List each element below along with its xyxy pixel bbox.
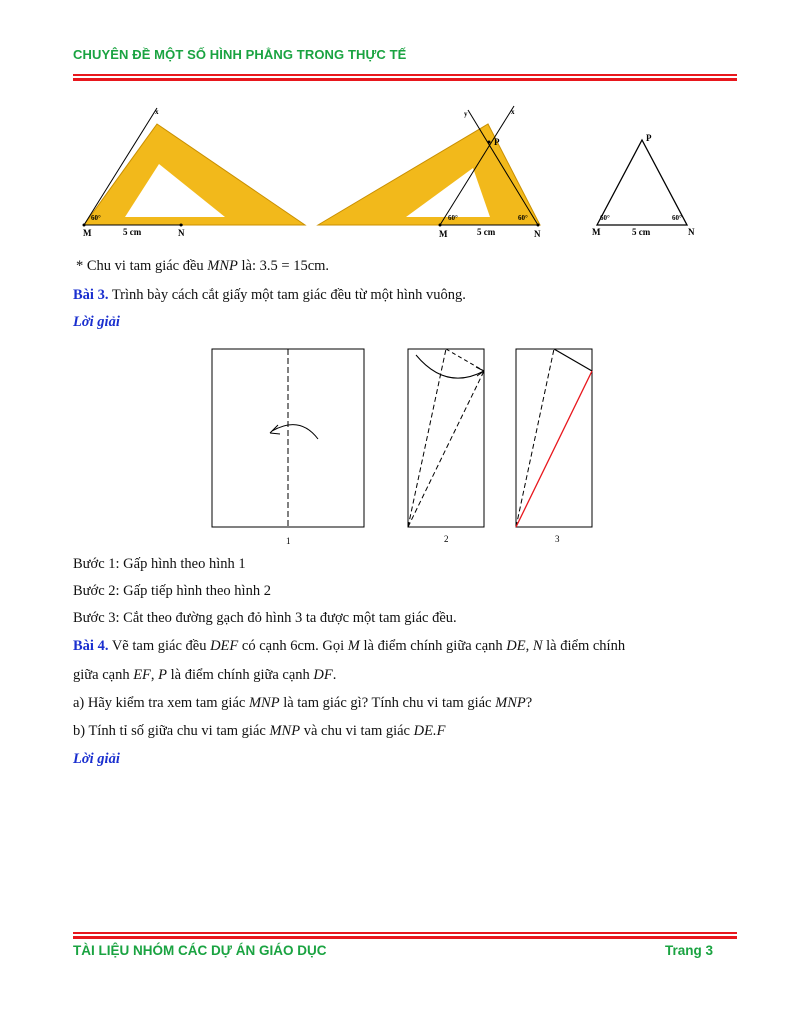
vertex-label-n: N [178, 228, 185, 238]
bai4-line-1: Bài 4. Vẽ tam giác đều DEF có cạnh 6cm. Gọi M là điểm chính giữa cạnh DE, N là điểm chính [73, 638, 626, 654]
distance-label: 5 cm [123, 227, 142, 237]
paper-folding-figure [210, 347, 600, 547]
set-square-figure-1 [75, 100, 305, 240]
solution-heading: Lời giải [73, 314, 120, 330]
vertex-label-m: M [592, 227, 601, 237]
footer-rule-thin [73, 932, 737, 934]
set-square-figure-2 [318, 100, 548, 240]
equilateral-triangle-figure [590, 125, 700, 240]
step-1: Bước 1: Gấp hình theo hình 1 [73, 556, 246, 572]
angle-label: 60° [91, 214, 101, 222]
vertex-label-m: M [83, 228, 92, 238]
footer-left-text: TÀI LIỆU NHÓM CÁC DỰ ÁN GIÁO DỤC [73, 943, 327, 958]
distance-label: 5 cm [477, 227, 496, 237]
exercise-label: Bài 4. [73, 638, 109, 654]
bai3-line: Bài 3. Trình bày cách cắt giấy một tam giác đều từ một hình vuông. [73, 287, 466, 303]
figure-number-3: 3 [555, 534, 560, 544]
ray-label-x: x [511, 108, 515, 116]
header-rule-thin [73, 74, 737, 76]
angle-label-right: 60° [672, 214, 682, 222]
vertex-label-p: P [494, 137, 500, 147]
figure-number-1: 1 [286, 536, 291, 546]
bai4-line-2: giữa cạnh EF, P là điểm chính giữa cạnh DF. [73, 667, 337, 683]
vertex-label-n: N [688, 227, 695, 237]
step-3: Bước 3: Cắt theo đường gạch đỏ hình 3 ta được một tam giác đều. [73, 610, 457, 626]
angle-label-left: 60° [448, 214, 458, 222]
vertex-label-n: N [534, 229, 541, 239]
page-header-title: CHUYÊN ĐỀ MỘT SỐ HÌNH PHẲNG TRONG THỰC TẾ [73, 47, 407, 62]
header-rule-thick [73, 78, 737, 81]
perimeter-line: * Chu vi tam giác đều MNP là: 3.5 = 15cm. [76, 258, 330, 274]
question-b: b) Tính tỉ số giữa chu vi tam giác MNP và chu vi tam giác DE.F [73, 723, 446, 739]
distance-label: 5 cm [632, 227, 651, 237]
ray-label-x: x [155, 108, 159, 116]
figure-number-2: 2 [444, 534, 449, 544]
solution-heading-2: Lời giải [73, 751, 120, 767]
vertex-label-p: P [646, 133, 652, 143]
footer-rule-thick [73, 936, 737, 939]
page-number: Trang 3 [664, 943, 713, 958]
vertex-label-m: M [439, 229, 448, 239]
question-a: a) Hãy kiểm tra xem tam giác MNP là tam giác gì? Tính chu vi tam giác MNP? [73, 695, 533, 711]
angle-label-left: 60° [600, 214, 610, 222]
angle-label-right: 60° [518, 214, 528, 222]
ray-label-y: y [464, 110, 468, 118]
exercise-label: Bài 3. [73, 287, 109, 303]
step-2: Bước 2: Gấp tiếp hình theo hình 2 [73, 583, 271, 599]
